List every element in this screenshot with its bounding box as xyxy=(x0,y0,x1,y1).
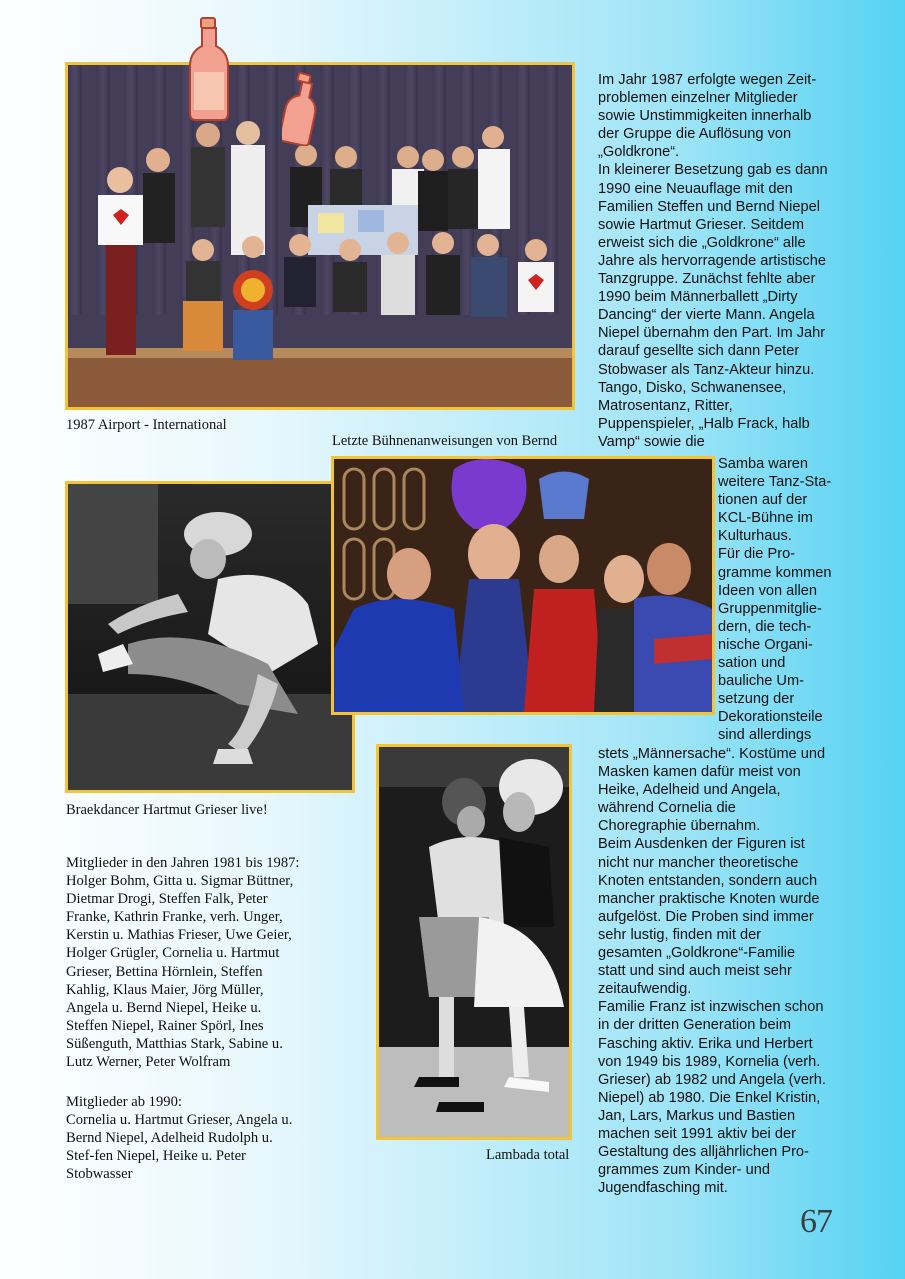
article-text-top: Im Jahr 1987 erfolgte wegen Zeit- problemen einzelner Mitglieder sowie Unstimmigkeiten innerhalb der Gruppe die Auflösung von „Goldkrone“. In kleinerer Besetzung gab es dann 1990 eine Neuauflage mit den Familien Steffen und Bernd Niepel sowie Hartmut Grieser. Seitdem erweist sich die „Goldkrone“ alle Jahre als hervorragende artistische Tanzgruppe. Zunächst fehlte aber 1990 beim Männerballett „Dirty Dancing“ der vierte Mann. Angela Niepel übernahm den Part. Im Jahr darauf gesellte sich dann Peter Stobwaser als Tanz-Akteur hinzu. Tango, Disko, Schwanensee, Matrosentanz, Ritter, Puppenspieler, „Halb Frack, halb Vamp“ sowie die xyxy=(598,72,828,450)
caption-photo-lambada: Lambada total xyxy=(486,1147,570,1163)
caption-photo-airport: 1987 Airport - International xyxy=(66,417,227,433)
bottle-illustration-right xyxy=(282,72,318,146)
photo-breakdancer xyxy=(65,481,355,793)
members-list-1981-1987: Mitglieder in den Jahren 1981 bis 1987: Holger Bohm, Gitta u. Sigmar Büttner, Dietmar Drogi, Steffen Falk, Peter Franke, Kathrin Franke, verh. Unger, Kerstin u. Mathias Frieser, Uwe Geier, Holger Grügler, Cornelia u. Hartmut Grieser, Bettina Hörnlein, Steffen Kahlig, Klaus Maier, Jörg Müller, Angela u. Bernd Niepel, Heike u. Steffen Niepel, Rainer Spörl, Ines Süßenguth, Matthias Stark, Sabine u. Lutz Werner, Peter Wolfram xyxy=(66,855,300,1071)
caption-photo-breakdancer: Braekdancer Hartmut Grieser live! xyxy=(66,802,268,818)
photo-stage-directions xyxy=(331,456,715,715)
page-number: 67 xyxy=(800,1203,832,1240)
bottle-illustration-left xyxy=(188,16,230,122)
article-text-narrow: Samba waren weitere Tanz-Sta- tionen auf der KCL-Bühne im Kulturhaus. Für die Pro- gramme kommen Ideen von allen Gruppenmitglie- dern, die tech- nische Organi- sation und bauliche Um- setzung der Dekorationsteile sind allerdings xyxy=(718,456,832,744)
article-text-bottom: stets „Männersache“. Kostüme und Masken kamen dafür meist von Heike, Adelheid und Angela, während Cornelia die Choregraphie übernahm. Beim Ausdenken der Figuren ist nicht nur mancher theoretische Knoten entstanden, sondern auch mancher praktische Knoten wurde aufgelöst. Die Proben sind immer sehr lustig, finden mit der gesamten „Goldkrone“-Familie statt und sind auch meist sehr zeitaufwendig. Familie Franz ist inzwischen schon in der dritten Generation beim Fasching aktiv. Erika und Herbert von 1949 bis 1989, Kornelia (verh. Grieser) ab 1982 und Angela (verh. Niepel) ab 1980. Die Enkel Kristin, Jan, Lars, Markus und Bastien machen seit 1991 aktiv bei der Gestaltung des alljährlichen Pro- grammes zum Kinder- und Jugendfasching mit. xyxy=(598,746,826,1197)
caption-photo-stage-directions: Letzte Bühnenanweisungen von Bernd xyxy=(332,433,558,449)
members-list-1990: Mitglieder ab 1990: Cornelia u. Hartmut Grieser, Angela u. Bernd Niepel, Adelheid Rudolph u. Stef-fen Niepel, Heike u. Peter Stobwasser xyxy=(66,1094,293,1183)
photo-lambada xyxy=(376,744,572,1140)
photo-group-airport xyxy=(65,62,575,410)
